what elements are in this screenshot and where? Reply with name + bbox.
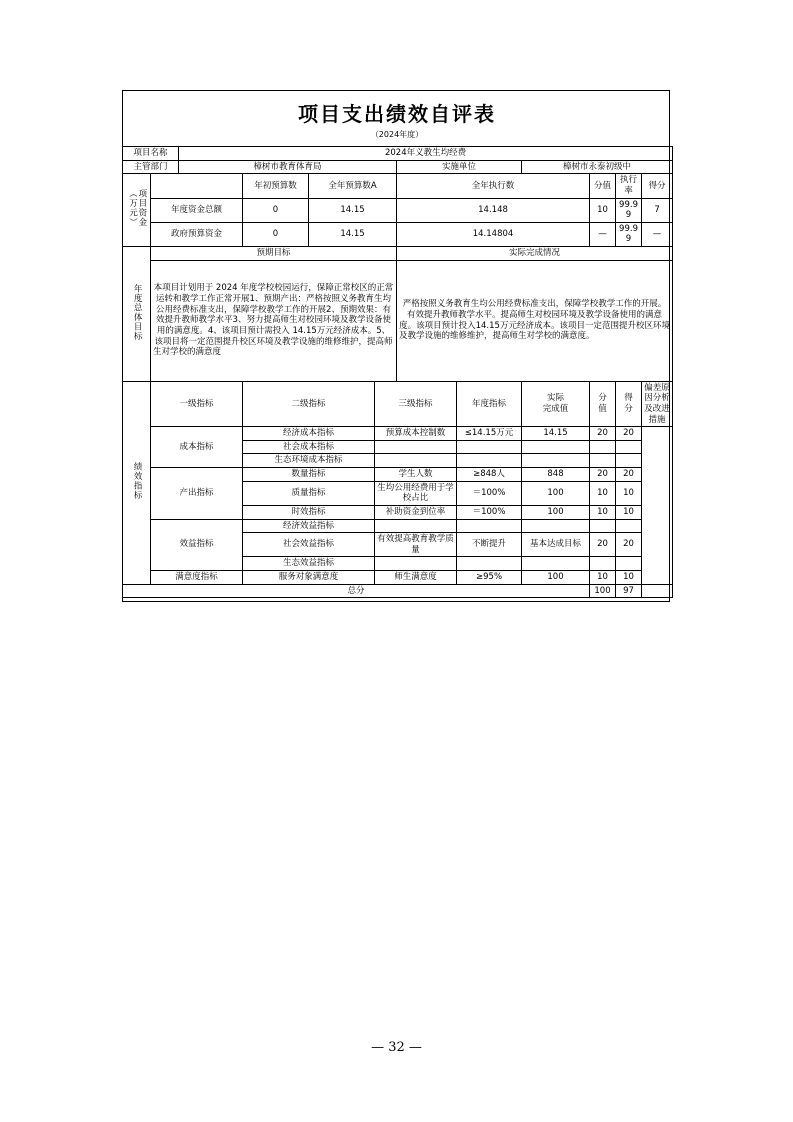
- col-annual-target: 年度指标: [457, 381, 522, 427]
- indicators-label: 绩效指标: [123, 381, 151, 584]
- funds-score-value: 10: [590, 198, 616, 222]
- col-deviation: 偏差原因分析 及改进措施: [642, 381, 673, 427]
- funds-score: —: [642, 222, 673, 246]
- score-value: [590, 454, 616, 468]
- col-level1: 一级指标: [151, 381, 243, 427]
- target-value: [457, 519, 522, 533]
- table-row: [123, 571, 673, 585]
- level3-label: 师生满意度: [375, 571, 457, 585]
- evaluation-sheet: [122, 90, 672, 598]
- score-value: [590, 519, 616, 533]
- actual-value: [522, 440, 590, 454]
- actual-value: [522, 519, 590, 533]
- funds-row-label: 年度资金总额: [151, 198, 243, 222]
- target-value: [457, 557, 522, 571]
- table-row: [123, 222, 673, 246]
- funds-label: 项目资金 （万元）: [123, 174, 151, 247]
- col-initial-budget: 年初预算数: [243, 174, 309, 198]
- level1-output: 产出指标: [151, 468, 243, 520]
- score: 10: [616, 505, 642, 519]
- table-row: [123, 147, 673, 161]
- score: 10: [616, 571, 642, 585]
- dept-label: 主管部门: [123, 160, 179, 174]
- funds-row-label: 政府预算资金: [151, 222, 243, 246]
- actual-value: 100: [522, 481, 590, 505]
- score: 20: [616, 468, 642, 482]
- level3-label: 学生人数: [375, 468, 457, 482]
- funds-score: 7: [642, 198, 673, 222]
- level2-label: 时效指标: [243, 505, 375, 519]
- col-score: 得分: [642, 174, 673, 198]
- total-score-value: 100: [590, 584, 616, 598]
- actual-value: 848: [522, 468, 590, 482]
- score-value: [590, 440, 616, 454]
- page-number: — 32 —: [371, 1040, 422, 1055]
- actual-value: [522, 557, 590, 571]
- unit-value: 樟树市永泰初级中: [522, 160, 673, 174]
- table-row: [123, 247, 673, 261]
- table-row: [123, 174, 673, 198]
- score: 10: [616, 481, 642, 505]
- col-exec-rate: 执行率: [616, 174, 642, 198]
- score-value: 20: [590, 533, 616, 557]
- project-name-value: 2024年义教生均经费: [179, 147, 673, 161]
- actual-value: 14.15: [522, 427, 590, 441]
- unit-label: 实施单位: [397, 160, 522, 174]
- col-actual: 实际 完成值: [522, 381, 590, 427]
- score-value: 20: [590, 427, 616, 441]
- total-deviation: [642, 584, 673, 598]
- target-value: ＝100%: [457, 505, 522, 519]
- page-subtitle: （2024年度）: [370, 130, 424, 139]
- funds-budget: 14.15: [309, 198, 397, 222]
- evaluation-table: [122, 146, 673, 598]
- level2-label: 社会成本指标: [243, 440, 375, 454]
- score-value: 20: [590, 468, 616, 482]
- col-score: 得 分: [616, 381, 642, 427]
- level3-label: 生均公用经费用于学校占比: [375, 481, 457, 505]
- col-level2: 二级指标: [243, 381, 375, 427]
- dept-value: 樟树市教育体育局: [179, 160, 397, 174]
- target-value: 不断提升: [457, 533, 522, 557]
- level2-label: 数量指标: [243, 468, 375, 482]
- table-row: [123, 260, 673, 381]
- col-full-budget: 全年预算数A: [309, 174, 397, 198]
- level2-label: 生态效益指标: [243, 557, 375, 571]
- target-value: ＝100%: [457, 481, 522, 505]
- col-score-value: 分 值: [590, 381, 616, 427]
- level2-label: 质量指标: [243, 481, 375, 505]
- target-value: [457, 454, 522, 468]
- actual-result-header: 实际完成情况: [397, 247, 673, 261]
- level3-label: [375, 440, 457, 454]
- page-title: 项目支出绩效自评表: [298, 102, 496, 126]
- level2-label: 经济成本指标: [243, 427, 375, 441]
- expected-goal-header: 预期目标: [151, 247, 397, 261]
- score: [616, 557, 642, 571]
- annual-goal-label: 年度总体目标: [123, 247, 151, 382]
- level3-label: [375, 454, 457, 468]
- target-value: ≥848人: [457, 468, 522, 482]
- level1-benefit: 效益指标: [151, 519, 243, 571]
- level1-satisfaction: 满意度指标: [151, 571, 243, 585]
- table-row: [123, 519, 673, 533]
- score: 20: [616, 533, 642, 557]
- total-score: 97: [616, 584, 642, 598]
- table-row: [123, 427, 673, 441]
- level2-label: 服务对象满意度: [243, 571, 375, 585]
- score-value: 10: [590, 505, 616, 519]
- funds-blank-header: [151, 174, 243, 198]
- level2-label: 生态环境成本指标: [243, 454, 375, 468]
- target-value: ≤14.15万元: [457, 427, 522, 441]
- level2-label: 经济效益指标: [243, 519, 375, 533]
- col-level3: 三级指标: [375, 381, 457, 427]
- project-name-label: 项目名称: [123, 147, 179, 161]
- table-row: [123, 381, 673, 427]
- funds-exec-rate: 99.99: [616, 198, 642, 222]
- table-row: [123, 584, 673, 598]
- funds-initial: 0: [243, 222, 309, 246]
- funds-executed: 14.14804: [397, 222, 590, 246]
- actual-value: 100: [522, 505, 590, 519]
- funds-exec-rate: 99.99: [616, 222, 642, 246]
- level3-label: 预算成本控制数: [375, 427, 457, 441]
- level3-label: 补助资金到位率: [375, 505, 457, 519]
- target-value: ≥95%: [457, 571, 522, 585]
- table-row: [123, 468, 673, 482]
- actual-value: [522, 454, 590, 468]
- funds-score-value: —: [590, 222, 616, 246]
- level3-label: 有效提高教育教学质量: [375, 533, 457, 557]
- score: [616, 519, 642, 533]
- expected-goal-text: 本项目计划用于 2024 年度学校校园运行，保障正常校区的正常运转和教学工作正常开展1、预期产出：严格按照义务教育生均公用经费标准支出，保障学校教学工作的开展2、预期效果：有效提升教师教学水平3、努力提高师生对校园环境及教学设备使用的满意度。4、该项目预计需投入 14.15万元经济成本。5、该项目将一定范围提升校区环境及教学设施的维修维护，提高师生对学校的满意度: [151, 260, 397, 381]
- total-label: 总分: [123, 584, 590, 598]
- funds-executed: 14.148: [397, 198, 590, 222]
- level2-label: 社会效益指标: [243, 533, 375, 557]
- level1-cost: 成本指标: [151, 427, 243, 468]
- level3-label: [375, 519, 457, 533]
- score-value: 10: [590, 571, 616, 585]
- score: [616, 440, 642, 454]
- score-value: [590, 557, 616, 571]
- actual-value: 100: [522, 571, 590, 585]
- col-score-value: 分值: [590, 174, 616, 198]
- table-row: [123, 198, 673, 222]
- table-row: [123, 160, 673, 174]
- score-value: 10: [590, 481, 616, 505]
- score: [616, 454, 642, 468]
- col-full-executed: 全年执行数: [397, 174, 590, 198]
- level3-label: [375, 557, 457, 571]
- actual-result-text: 严格按照义务教育生均公用经费标准支出，保障学校教学工作的开展。有效提升教师教学水平。提高师生对校园环境及教学设备使用的满意度。该项目预计投入14.15万元经济成本。该项目一定范围提升校区环境及教学设施的维修维护，提高师生对学校的满意度。: [397, 260, 673, 381]
- score: 20: [616, 427, 642, 441]
- target-value: [457, 440, 522, 454]
- funds-initial: 0: [243, 198, 309, 222]
- funds-budget: 14.15: [309, 222, 397, 246]
- actual-value: 基本达成目标: [522, 533, 590, 557]
- deviation-cell: [642, 427, 673, 585]
